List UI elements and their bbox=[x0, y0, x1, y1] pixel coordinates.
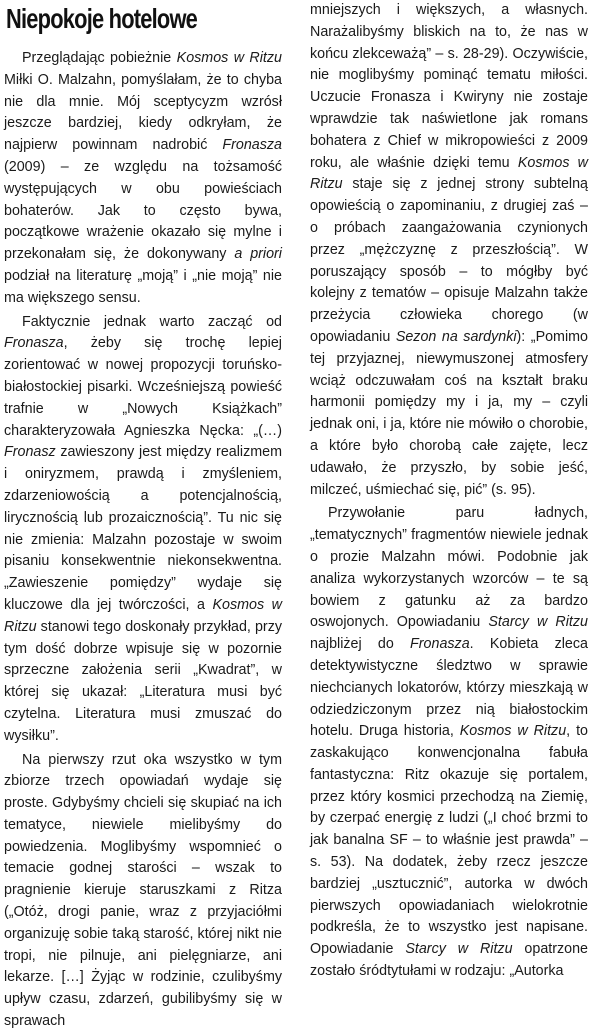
italic-text-run: Starcy w Ritzu bbox=[488, 614, 588, 631]
text-run: , to zaskakująco konwencjonalna fabuła fantastyczna: Ritz okazuje się portalem, przez który kosmici przechodzą na Ziemię, by czerpać energię z ludzi („I choć brzmi to jak banalna SF – to właśnie jest prawda” – s. 53). Na dodatek, żeby rzecz jeszcze bardziej „usztucznić”, autorka w dwóch pierwszych opowiadaniach wielokrotnie podkreśla, że to wszystko jest napisane. Opowiadanie bbox=[310, 723, 588, 958]
italic-text-run: Kosmos w Ritzu bbox=[4, 596, 282, 635]
right-column bbox=[310, 0, 588, 983]
text-run: Przywołanie paru ładnych, „tematycznych” fragmentów niewiele jednak o prozie Malzahn mówi. Podobnie jak analiza wykorzystanych wzorców – te są bowiem z gatunku aż za bardzo oswojonych. Opowiadaniu bbox=[310, 505, 588, 631]
italic-text-run: Fronasza bbox=[410, 636, 470, 653]
left-column bbox=[4, 48, 282, 1033]
text-run: zawieszony jest między realizmem i oniryzmem, prawdą i zmyśleniem, zdarzeniowością a potencjalnością, lirycznością lub prozaicznością”. Tu nic się nie zmienia: Malzahn pozostaje w swoim pisaniu konsekwentnie niekonsekwentna. „Zawieszenie pomiędzy” wydaje się kluczowe dla jej twórczości, a bbox=[4, 444, 282, 613]
italic-text-run: Fronasz bbox=[4, 444, 56, 461]
text-run: opatrzone zostało śródtytułami w rodzaju: „Autorka bbox=[310, 941, 589, 980]
text-run: podział na literaturę „moją” i „nie moją” nie ma większego sensu. bbox=[4, 267, 282, 306]
text-run: . Kobieta zleca detektywistyczne śledztwo w sprawie niechcianych lokatorów, którzy mieszkają w odziedziczonym przez nią białostockim hotelu. Druga historia, bbox=[310, 636, 588, 740]
text-run: Przeglądając pobieżnie bbox=[22, 50, 177, 66]
italic-text-run: Sezon na sardynki bbox=[395, 328, 517, 345]
italic-text-run: Kosmos w Ritzu bbox=[310, 154, 588, 193]
italic-text-run: Fronasza bbox=[4, 335, 64, 352]
text-run: mniejszych i większych, a własnych. Narażalibyśmy bliskich na to, że nas w końcu zlekceważą” – s. 28-29). Oczywiście, nie moglibyśmy pominąć tematu miłości. Uczucie Fronasza i Kwiryny nie zostaje wprawdzie tak naświetlone jak romans bohatera z Chief w mikropowieści z 2009 roku, ale właśnie dzięki temu bbox=[310, 2, 588, 171]
text-run: staje się z jednej strony subtelną opowieścią o zapominaniu, z drugiej zaś – o próbach zaangażowania czynionych przez „mężczyznę z przeszłością”. W poruszający sposób – to mógłby być kolejny z tematów – opisuje Malzahn także przeżycia człowieka chorego (w opowiadaniu bbox=[310, 176, 588, 345]
text-run: , żeby się trochę lepiej zorientować w nowej propozycji toruńsko-białostockiej pisarki. Wcześniejszą powieść trafnie w „Nowych Książkach” charakteryzowała Agnieszka Nęcka: „(…) bbox=[4, 335, 282, 439]
italic-text-run: a priori bbox=[234, 246, 282, 263]
text-run: stanowi tego doskonały przykład, przy tym dość dobrze wpisuje się w pozornie sprzeczne założenia serii „Kwadrat”, w której się ukazał: „Literatura musi być czytelna. Literatura musi zmuszać do wysiłku”. bbox=[4, 618, 282, 744]
text-run: Faktycznie jednak warto zacząć od bbox=[22, 313, 282, 330]
italic-text-run: Fronasza bbox=[222, 137, 282, 154]
article-title: Niepokoje hotelowe bbox=[6, 3, 198, 34]
italic-text-run: Starcy w Ritzu bbox=[405, 941, 513, 958]
text-run: Miłki O. Malzahn, pomyślałam, że to chyba nie dla mnie. Mój sceptycyzm wzrósł jeszcze bardziej, kiedy odkryłam, że najpierw powinnam nadrobić bbox=[4, 71, 282, 154]
text-run: ): „Pomimo tej przyjaznej, niewymuszonej atmosfery wciąż odczuwałam coś na kształt braku harmonii pomiędzy my i ja, my – czyli jednak oni, i ja, które nie mówiło o chorobie, a które było chorobą całe zajęte, lecz udawało, że przyszło, by sobie jeść, milczeć, uśmiechać się, pić” (s. 95). bbox=[310, 328, 588, 498]
paragraph bbox=[4, 750, 282, 1033]
paragraph bbox=[310, 503, 588, 983]
paragraph bbox=[310, 0, 588, 501]
text-run: (2009) – ze względu na tożsamość występujących w obu powieściach bohaterów. Jak to często bywa, początkowe wrażenie okazało się mylne i przekonałam się, że dokonywany bbox=[4, 158, 282, 263]
paragraph bbox=[4, 48, 282, 310]
text-run: najbliżej do bbox=[310, 636, 411, 653]
text-run: Na pierwszy rzut oka wszystko w tym zbiorze trzech opowiadań wydaje się proste. Gdybyśmy chcieli się skupiać na ich tematyce, niewiele mielibyśmy do powiedzenia. Moglibyśmy wspomnieć o temacie godnej starości – wszak to pragnienie kieruje staruszkami z Ritza („Otóż, drogi panie, wraz z przyjaciółmi organizuję sobie taką starość, której nikt nie tropi, nie pilnuje, ani pielęgniarze, ani lekarze. […] Żyjąc w rodzinie, czulibyśmy upływ czasu, zdarzeń, gubilibyśmy się w sprawach bbox=[4, 751, 282, 1030]
italic-text-run: Kosmos w Ritzu bbox=[459, 723, 567, 740]
italic-text-run: Kosmos w Ritzu bbox=[176, 50, 282, 66]
paragraph bbox=[4, 312, 282, 748]
